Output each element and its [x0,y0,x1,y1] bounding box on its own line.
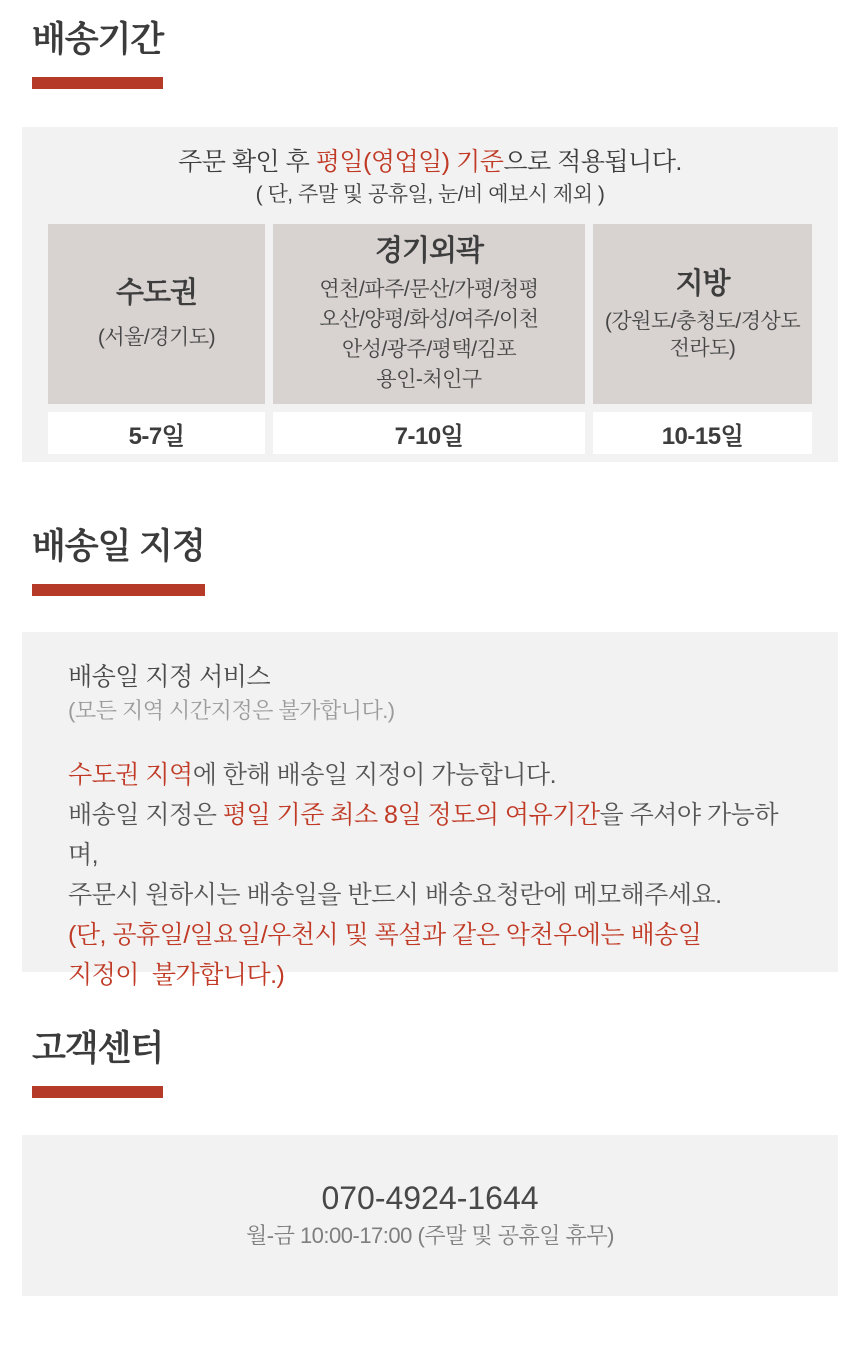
line-text: 을 주셔야 가능하며, [68,801,778,869]
region-detail: 오산/양평/화성/여주/이천 [319,307,539,331]
service-line-3: 주문시 원하시는 배송일을 반드시 배송요청란에 메모해주세요. [68,881,722,909]
region-name: 수도권 [115,276,198,309]
duration-capital: 5-7일 [48,412,265,454]
region-header-capital [48,224,265,404]
notice-suffix: 으로 적용됩니다. [503,148,682,176]
duration-provinces: 10-15일 [593,412,812,454]
region-detail: 연천/파주/문산/가평/청평 [319,277,539,301]
region-detail: 전라도) [669,336,736,360]
region-header-provinces [593,224,812,404]
region-detail: 용인-처인구 [376,367,482,391]
delivery-period-title: 배송기간 [32,19,163,89]
service-warning-line-1: (단, 공휴일/일요일/우천시 및 폭설과 같은 악천우에는 배송일 [68,921,702,949]
service-title: 배송일 지정 서비스 [68,663,271,691]
region-detail: (강원도/충청도/경상도 [604,309,801,333]
notice-highlight: 평일(영업일) 기준 [315,148,504,176]
notice-prefix: 주문 확인 후 [178,148,316,176]
customer-center-title: 고객센터 [32,1028,163,1098]
delivery-date-box [22,632,838,989]
delivery-date-title: 배송일 지정 [32,526,205,596]
customer-service-hours: 월-금 10:00-17:00 (주말 및 공휴일 휴무) [246,1223,614,1248]
service-line-1 [68,755,808,795]
line-text: 배송일 지정은 [68,801,223,829]
line-text: 에 한해 배송일 지정이 가능합니다. [192,761,557,789]
region-header-gyeonggi-outskirts [273,224,585,404]
customer-phone-number: 070-4924-1644 [321,1180,539,1216]
delivery-region-table [48,224,812,454]
highlight-capital-area: 수도권 지역 [68,761,193,789]
section-customer-center [0,1028,860,1296]
region-detail: 안성/광주/평택/김포 [341,337,517,361]
delivery-notice-line1 [22,144,838,180]
service-line-2 [68,795,808,875]
region-detail: (서울/경기도) [97,325,216,349]
delivery-period-box [22,127,838,462]
region-name: 지방 [675,267,730,300]
customer-center-box [22,1135,838,1296]
service-warning-line-2: 지정이 불가합니다.) [68,961,285,989]
section-delivery-period [0,19,860,462]
delivery-notice-line2: ( 단, 주말 및 공휴일, 눈/비 예보시 제외 ) [255,183,605,206]
service-description [68,755,808,995]
duration-gyeonggi-outskirts: 7-10일 [273,412,585,454]
region-name: 경기외곽 [374,234,484,267]
service-note: (모든 지역 시간지정은 불가합니다.) [68,698,395,723]
section-delivery-date [0,526,860,989]
highlight-lead-time: 평일 기준 최소 8일 정도의 여유기간 [222,801,600,829]
